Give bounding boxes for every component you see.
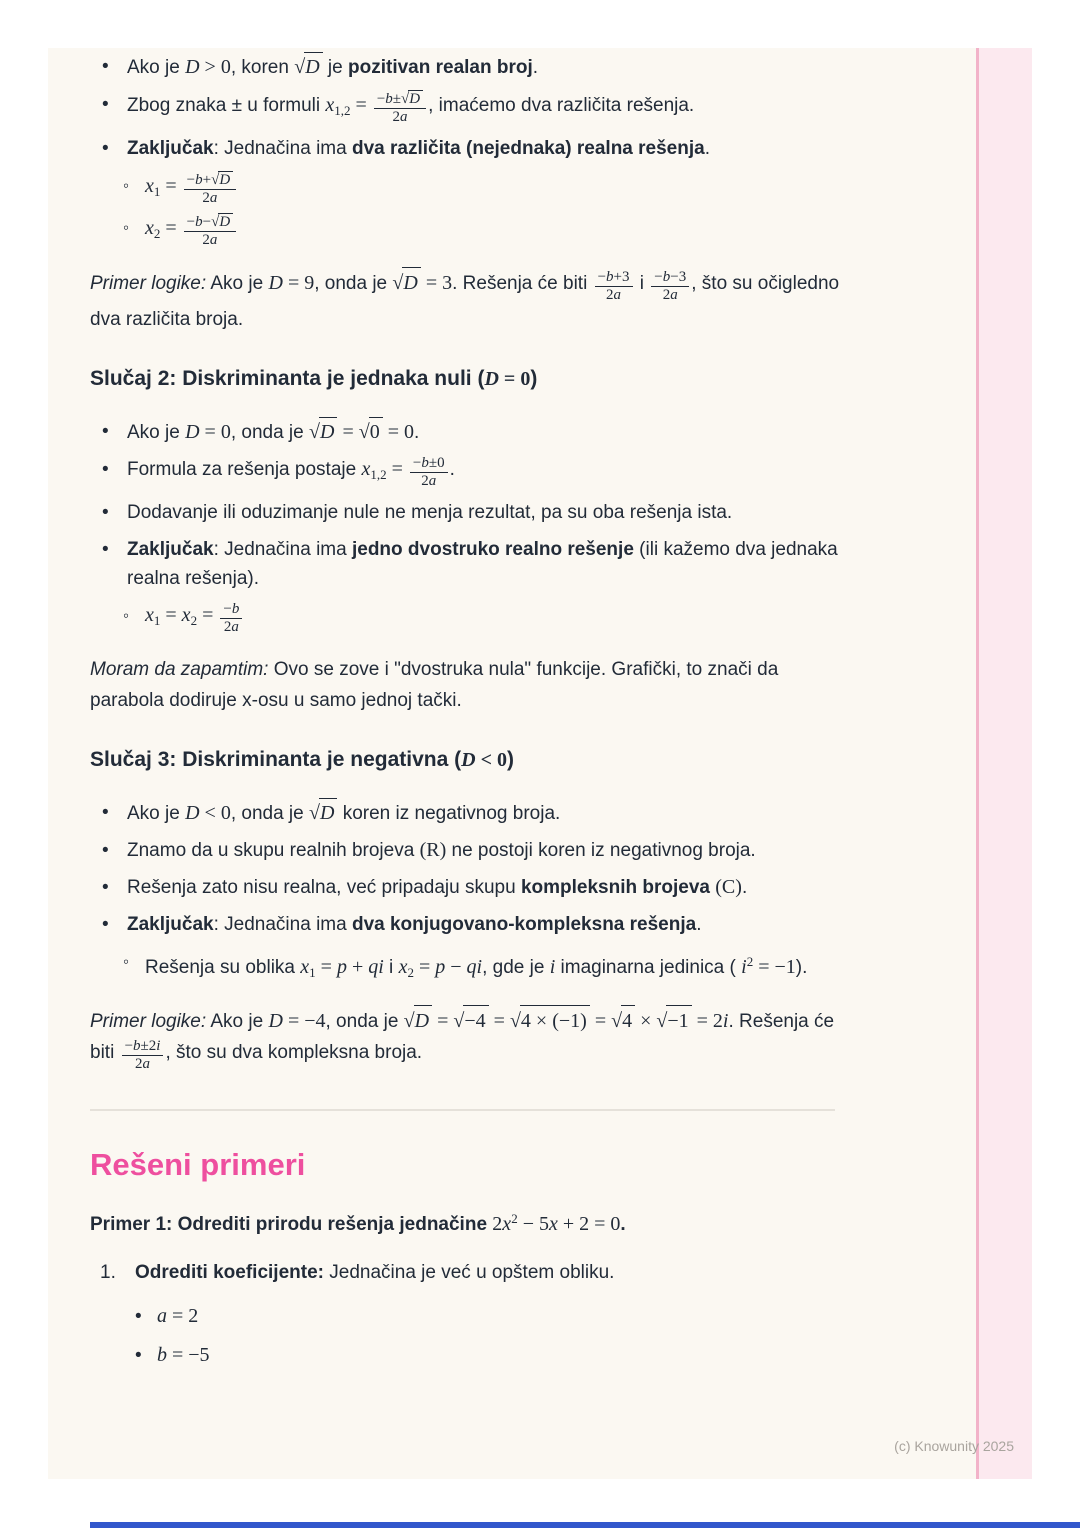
- square-root: √−4: [453, 1010, 488, 1032]
- square-root: √D: [211, 172, 233, 188]
- text-run: , što su dva kompleksna broja.: [165, 1042, 423, 1063]
- text-run: Jednačina je već u opštem obliku.: [323, 1262, 615, 1283]
- disc-bullet: •: [102, 802, 109, 823]
- divider: [90, 1109, 835, 1111]
- italic-run: Primer logike:: [90, 1011, 207, 1032]
- math-run: D > 0: [185, 56, 231, 78]
- bold-run: dva različita (nejednaka) realna rešenja: [351, 138, 705, 159]
- list-item: [90, 873, 840, 902]
- numbered-item: [90, 1258, 840, 1288]
- math-run: D < 0: [461, 749, 507, 771]
- math-run: $x_{1,2}$ =: [361, 458, 408, 482]
- math-run: $x_1 = p$ + qi: [300, 956, 384, 980]
- bold-run: Primer 1: Odrediti prirodu rešenja jednačine: [90, 1214, 493, 1235]
- text-run: , onda je: [314, 273, 393, 294]
- page-section-title: Rešeni primeri: [90, 1147, 306, 1182]
- list-item: [90, 171, 840, 207]
- italic-run: Primer logike:: [90, 273, 207, 294]
- bold-run: jedno dvostruko realno rešenje: [351, 539, 634, 560]
- list-item: [90, 498, 840, 527]
- list-item: [90, 601, 840, 636]
- math-run: √D = √0 = 0: [309, 421, 414, 443]
- text-run: . Rešenja će biti: [90, 1011, 835, 1063]
- text-run: Ako je: [127, 57, 186, 78]
- math-run: a = 2: [157, 1305, 199, 1327]
- bullet-list: [90, 798, 840, 987]
- disc-bullet: •: [102, 539, 109, 560]
- math-run: D = 9: [268, 272, 315, 294]
- text-run: Ako je: [206, 1011, 269, 1032]
- bold-run: Slučaj 3: Diskriminanta je negativna (: [90, 748, 462, 771]
- math-run: $2x^2 - 5x + 2 = 0$: [492, 1211, 621, 1235]
- list-item: [90, 417, 840, 447]
- text-run: .: [449, 459, 455, 480]
- math-fraction: $\frac{-b\pm 0}{2a}$: [410, 455, 448, 490]
- list-item: [90, 798, 840, 828]
- math-fraction: $\frac{-b}{2a}$: [220, 601, 242, 636]
- math-run: $x_2 = p$ − qi: [398, 956, 483, 980]
- watermark: (c) Knowunity 2025: [894, 1438, 1014, 1454]
- math-run: $i^2 = -1$: [741, 954, 796, 978]
- square-root: √D: [294, 56, 322, 78]
- disc-bullet: •: [102, 840, 109, 861]
- math-fraction: $\frac{-b+√D}{2a}$: [184, 171, 237, 207]
- text-run: Ako je: [127, 803, 186, 824]
- text-run: Ako je: [206, 273, 269, 294]
- italic-run: Moram da zapamtim:: [90, 659, 269, 680]
- list-item: [90, 455, 840, 490]
- square-root: √D: [404, 1010, 432, 1032]
- text-run: .: [696, 914, 702, 935]
- text-run: je: [322, 57, 348, 78]
- text-run: Rešenja su oblika: [145, 957, 301, 978]
- sub-list: [90, 171, 840, 249]
- math-fraction: $\frac{-b-√D}{2a}$: [184, 213, 237, 249]
- disc-bullet: •: [102, 94, 109, 115]
- text-run: .: [532, 57, 539, 78]
- math-run: √D = √−4 = √4 × (−1) = √4 × √−1 = 2i: [404, 1010, 729, 1032]
- paragraph: [90, 654, 840, 716]
- text-run: : Jednačina ima: [213, 914, 352, 935]
- math-run: i: [549, 956, 556, 978]
- list-item: [90, 947, 840, 987]
- square-root: √D: [211, 214, 233, 230]
- math-fraction: $\frac{-b-3}{2a}$: [651, 269, 689, 304]
- bold-run: Zaključak: [127, 914, 214, 935]
- math-run: D < 0: [185, 802, 231, 824]
- math-fraction: $\frac{-b+3}{2a}$: [595, 269, 633, 304]
- math-fraction: $\frac{-b\pm 2i}{2a}$: [122, 1038, 164, 1073]
- text-run: i: [383, 957, 399, 978]
- text-run: Ako je: [127, 422, 186, 443]
- disc-bullet: •: [135, 1345, 142, 1366]
- text-run: , koren: [230, 57, 295, 78]
- text-run: ne postoji koren iz negativnog broja.: [446, 840, 756, 861]
- bold-run: dva konjugovano-kompleksna rešenja: [351, 914, 697, 935]
- text-run: , gde je: [482, 957, 550, 978]
- text-run: Ovo se zove i "dvostruka nula" funkcije. Grafički, to znači da parabola dodiruje x-osu u samo jednoj tački.: [90, 659, 779, 711]
- list-item: [90, 535, 840, 593]
- bold-run: .: [620, 1214, 626, 1235]
- paragraph: [90, 1005, 840, 1073]
- disc-bullet: •: [102, 459, 109, 480]
- sub-list: [90, 1302, 840, 1370]
- square-root: √4: [611, 1010, 635, 1032]
- section-heading: [90, 365, 840, 393]
- text-run: Rešenja zato nisu realna, već pripadaju skupu: [127, 877, 521, 898]
- text-run: ).: [795, 957, 808, 978]
- bold-run: Zaključak: [127, 138, 214, 159]
- math-run: [309, 802, 337, 824]
- square-root: √D: [392, 272, 420, 294]
- paragraph: [90, 1203, 840, 1240]
- document-page: [48, 48, 1032, 1479]
- text-run: , onda je: [230, 803, 309, 824]
- text-run: . Rešenja će biti: [452, 273, 593, 294]
- text-run: imaginarna jedinica (: [555, 957, 742, 978]
- bullet-list: [90, 417, 840, 636]
- text-run: Znamo da u skupu realnih brojeva: [127, 840, 420, 861]
- list-item: [90, 134, 840, 163]
- text-run: : Jednačina ima: [213, 539, 352, 560]
- bold-run: ): [506, 748, 514, 771]
- text-run: .: [741, 877, 748, 898]
- math-run: $x_1 = x_2$ =: [145, 604, 219, 628]
- math-run: D = 0: [484, 368, 531, 390]
- section-heading: [90, 746, 840, 774]
- disc-bullet: •: [102, 877, 109, 898]
- math-run: $x_2$ =: [145, 217, 182, 241]
- roman-math-run: (R): [419, 839, 447, 861]
- list-item: [90, 910, 840, 939]
- item-number: 1.: [100, 1262, 116, 1283]
- square-root: √0: [359, 421, 383, 443]
- text-run: Formula za rešenja postaje: [127, 459, 362, 480]
- square-root: √D: [309, 421, 337, 443]
- text-run: (ili kažemo dva jednaka realna rešenja).: [127, 539, 838, 589]
- circle-bullet: ◦: [123, 952, 130, 971]
- bold-run: Slučaj 2: Diskriminanta je jednaka nuli (: [90, 367, 485, 390]
- text-run: , imaćemo dva različita rešenja.: [428, 95, 695, 116]
- list-item: [90, 1302, 840, 1331]
- bullet-list: [90, 52, 840, 249]
- sub-list: [90, 601, 840, 636]
- disc-bullet: •: [135, 1306, 142, 1327]
- square-root: √4 × (−1): [510, 1010, 590, 1032]
- disc-bullet: •: [102, 56, 109, 77]
- text-run: .: [704, 138, 710, 159]
- text-run: , onda je: [230, 422, 309, 443]
- math-run: $x_{1,2}$ =: [325, 94, 372, 118]
- bold-run: Zaključak: [127, 539, 214, 560]
- list-item: [90, 90, 840, 126]
- math-fraction: $\frac{-b\pm√D}{2a}$: [374, 90, 426, 126]
- math-run: [294, 56, 322, 78]
- bold-run: Odrediti koeficijente:: [135, 1262, 324, 1283]
- text-run: Zbog znaka ± u formuli: [127, 95, 326, 116]
- disc-bullet: •: [102, 138, 109, 159]
- bold-run: kompleksnih brojeva: [520, 877, 710, 898]
- list-item: [90, 213, 840, 249]
- math-run: D = 0: [185, 421, 231, 443]
- text-run: , onda je: [325, 1011, 404, 1032]
- bold-run: ): [530, 367, 538, 390]
- list-item: [90, 836, 840, 865]
- math-run: $x_1$ =: [145, 175, 182, 199]
- text-run: Dodavanje ili oduzimanje nule ne menja rezultat, pa su oba rešenja ista.: [127, 502, 733, 523]
- list-item: [90, 52, 840, 82]
- text-run: .: [413, 422, 420, 443]
- document-content: [90, 52, 840, 1380]
- disc-bullet: •: [102, 914, 109, 935]
- math-run: √D = 3: [392, 272, 452, 294]
- bottom-accent-bar: [90, 1522, 1080, 1528]
- text-run: i: [634, 273, 650, 294]
- circle-bullet: ◦: [123, 606, 130, 625]
- sub-list: [90, 947, 840, 987]
- square-root: √D: [401, 91, 423, 107]
- text-run: koren iz negativnog broja.: [337, 803, 561, 824]
- roman-math-run: (C): [715, 876, 742, 898]
- disc-bullet: •: [102, 502, 109, 523]
- disc-bullet: •: [102, 421, 109, 442]
- circle-bullet: ◦: [123, 176, 130, 195]
- paragraph: [90, 267, 840, 335]
- circle-bullet: ◦: [123, 218, 130, 237]
- math-run: b = −5: [157, 1344, 210, 1366]
- text-run: , što su očigledno dva različita broja.: [90, 273, 840, 330]
- pink-stripe: [976, 48, 1032, 1479]
- square-root: √D: [309, 802, 337, 824]
- bold-run: pozitivan realan broj: [348, 57, 533, 78]
- list-item: [90, 1341, 840, 1370]
- math-run: D = −4: [268, 1010, 326, 1032]
- square-root: √−1: [656, 1010, 691, 1032]
- text-run: : Jednačina ima: [213, 138, 352, 159]
